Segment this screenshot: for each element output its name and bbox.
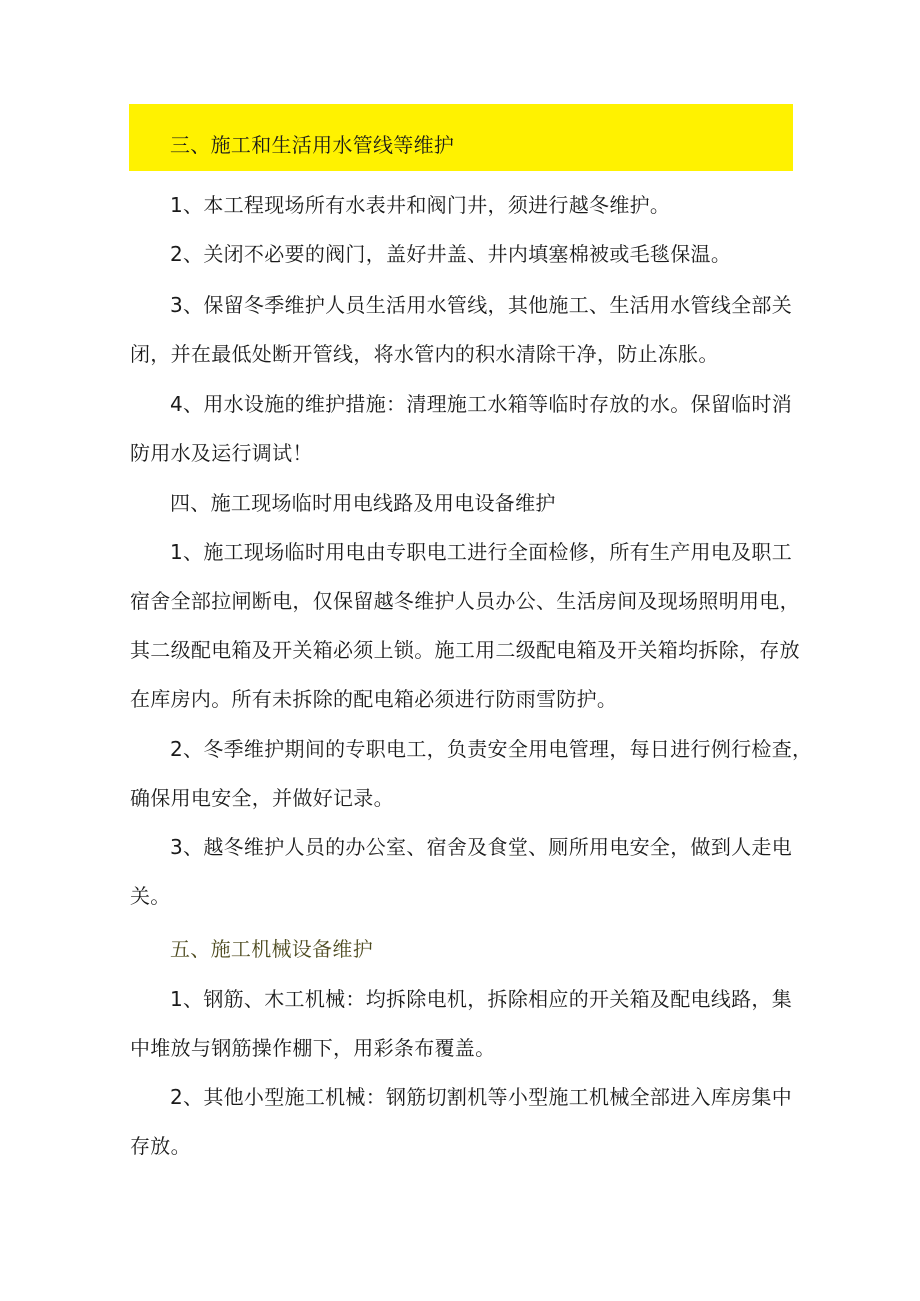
paragraph-line: 1、本工程现场所有水表井和阀门井，须进行越冬维护。 [170, 193, 671, 217]
paragraph-line: 宿舍全部拉闸断电，仅保留越冬维护人员办公、生活房间及现场照明用电， [130, 589, 800, 613]
paragraph-line: 2、冬季维护期间的专职电工，负责安全用电管理，每日进行例行检查， [170, 737, 813, 761]
section-heading-5: 五、施工机械设备维护 [170, 937, 373, 961]
paragraph-line: 确保用电安全，并做好记录。 [130, 786, 394, 810]
paragraph-line: 在库房内。所有未拆除的配电箱必须进行防雨雪防护。 [130, 687, 618, 711]
paragraph-line: 中堆放与钢筋操作棚下，用彩条布覆盖。 [130, 1036, 496, 1060]
paragraph-line: 2、其他小型施工机械：钢筋切割机等小型施工机械全部进入库房集中 [170, 1085, 793, 1109]
section-heading-4: 四、施工现场临时用电线路及用电设备维护 [170, 491, 556, 515]
paragraph-line: 2、关闭不必要的阀门，盖好井盖、井内填塞棉被或毛毯保温。 [170, 242, 732, 266]
paragraph-line: 1、钢筋、木工机械：均拆除电机，拆除相应的开关箱及配电线路，集 [170, 987, 793, 1011]
paragraph-line: 存放。 [130, 1134, 191, 1158]
paragraph-line: 闭，并在最低处断开管线，将水管内的积水清除干净，防止冻胀。 [130, 342, 719, 366]
paragraph-line: 4、用水设施的维护措施：清理施工水箱等临时存放的水。保留临时消 [170, 392, 793, 416]
paragraph-line: 3、越冬维护人员的办公室、宿舍及食堂、厕所用电安全，做到人走电 [170, 835, 793, 859]
section-heading-3: 三、施工和生活用水管线等维护 [170, 133, 455, 157]
paragraph-line: 关。 [130, 884, 171, 908]
paragraph-line: 3、保留冬季维护人员生活用水管线，其他施工、生活用水管线全部关 [170, 293, 793, 317]
paragraph-line: 1、施工现场临时用电由专职电工进行全面检修，所有生产用电及职工 [170, 540, 793, 564]
paragraph-line: 防用水及运行调试！ [130, 441, 313, 465]
paragraph-line: 其二级配电箱及开关箱必须上锁。施工用二级配电箱及开关箱均拆除，存放 [130, 638, 800, 662]
